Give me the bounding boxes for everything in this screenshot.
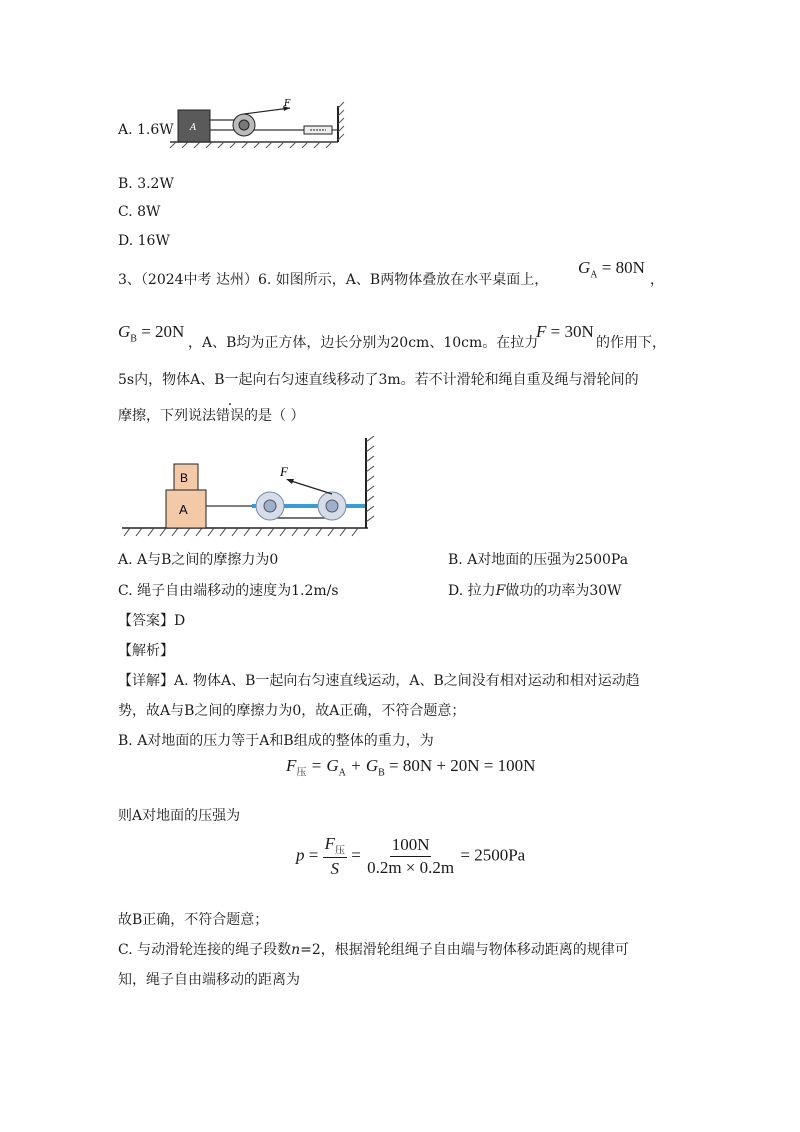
- eq1-rhs: = 80N + 20N = 100N: [384, 756, 536, 775]
- eq1-mid: = G: [306, 756, 339, 775]
- q3-ga-sub: A: [590, 269, 598, 281]
- detail-line-3: B. A对地面的压力等于A和B组成的整体的重力，为: [118, 733, 434, 749]
- detail-line-2: 势，故A与B之间的摩擦力为0，故A正确，不符合题意；: [118, 703, 466, 719]
- eq2-p: p: [296, 845, 305, 865]
- block-b-label-fig2: B: [180, 471, 189, 485]
- figure-stacked-blocks-pulley: [120, 436, 382, 538]
- detail-6-post: =2，根据滑轮组绳子自由端与物体移动距离的规律可: [300, 942, 629, 958]
- q3-line4-pre: 摩擦，下列说法: [118, 408, 216, 424]
- force-label-f: F: [284, 99, 291, 109]
- choice-c: C. 绳子自由端移动的速度为1.2m/s: [118, 583, 339, 599]
- eq1-sub-a: A: [338, 767, 346, 779]
- q3-line3: 5s内，物体A、B一起向右匀速直线移动了3m。若不计滑轮和绳自重及绳与滑轮间的: [118, 372, 639, 388]
- answer-line: 【答案】D: [118, 613, 186, 629]
- block-a-label: A: [190, 123, 197, 133]
- choice-d: [448, 581, 622, 601]
- eq2-den2: 0.2m × 0.2m: [367, 858, 455, 878]
- detail-line-7: 知，绳子自由端移动的距离为: [118, 972, 300, 988]
- option-d-q2: D. 16W: [118, 233, 170, 249]
- choice-b: B. A对地面的压强为2500Pa: [448, 552, 629, 568]
- choice-a: A. A与B之间的摩擦力为0: [118, 552, 279, 568]
- equation-pressure: [296, 834, 525, 879]
- eq2-eq: =: [304, 845, 323, 865]
- eq2-eq2: =: [346, 845, 366, 865]
- force-label-f-fig2: F: [280, 464, 288, 479]
- equation-pressure-force: [286, 756, 535, 778]
- option-a-q2: A. 1.6W: [118, 122, 174, 138]
- eq1-plus: + G: [345, 756, 379, 775]
- eq2-rhs: = 2500Pa: [456, 845, 526, 865]
- q3-ga-sym: G: [578, 258, 591, 277]
- detail-line-1: 【详解】A. 物体A、B一起向右匀速直线运动，A、B之间没有相对运动和相对运动趋: [118, 673, 640, 689]
- option-b-q2: B. 3.2W: [118, 176, 174, 192]
- q3-gb-sym: G: [118, 322, 131, 341]
- q3-f-rhs: = 30N: [546, 322, 594, 341]
- q3-f-expr: [536, 322, 594, 342]
- q3-line4-post: 的是（ ）: [244, 408, 305, 424]
- figure-block-pulley: [168, 96, 358, 148]
- choice-d-var: F: [495, 583, 506, 599]
- option-c-q2: C. 8W: [118, 204, 161, 220]
- detail-6-pre: C. 与动滑轮连接的绳子段数: [118, 942, 292, 958]
- q3-line4-emph: 错误: [216, 408, 244, 424]
- q3-ga-expr: [578, 258, 645, 280]
- detail-line-6: [118, 940, 629, 960]
- q3-f-sym: F: [536, 322, 547, 341]
- eq2-frac2: [365, 835, 456, 878]
- eq1-sub-b: B: [378, 767, 385, 779]
- detail-line-4: 则A对地面的压强为: [118, 808, 241, 824]
- block-a-label-fig2: A: [179, 502, 188, 517]
- q3-line4: [118, 406, 304, 426]
- q3-ga-tail: ，: [650, 272, 664, 288]
- eq2-num1-sub: 压: [334, 845, 345, 857]
- q3-ga-rhs: = 80N: [597, 258, 645, 277]
- q3-gb-expr: [118, 322, 184, 344]
- q3-line1: 3、（2024中考 达州）6. 如图所示，A、B两物体叠放在水平桌面上，: [118, 272, 549, 288]
- eq2-frac1: [323, 834, 347, 879]
- q3-line2-tail: 的作用下，: [596, 335, 666, 351]
- q3-line2-mid: ，A、B均为正方体，边长分别为20cm、10cm。在拉力: [188, 335, 539, 351]
- eq1-lhs: F: [286, 756, 297, 775]
- eq2-num1: F: [324, 834, 335, 853]
- eq2-num2: 100N: [390, 835, 432, 857]
- detail-6-var: n: [291, 942, 301, 958]
- q3-gb-sub: B: [130, 333, 137, 345]
- eq1-lhs-sub: 压: [296, 767, 307, 779]
- choice-d-pre: D. 拉力: [448, 583, 496, 599]
- detail-line-5: 故B正确，不符合题意；: [118, 912, 269, 928]
- q3-gb-rhs: = 20N: [136, 322, 185, 341]
- eq2-den1: S: [330, 859, 340, 879]
- analysis-title: 【解析】: [118, 643, 174, 659]
- choice-d-post: 做功的功率为30W: [505, 583, 622, 599]
